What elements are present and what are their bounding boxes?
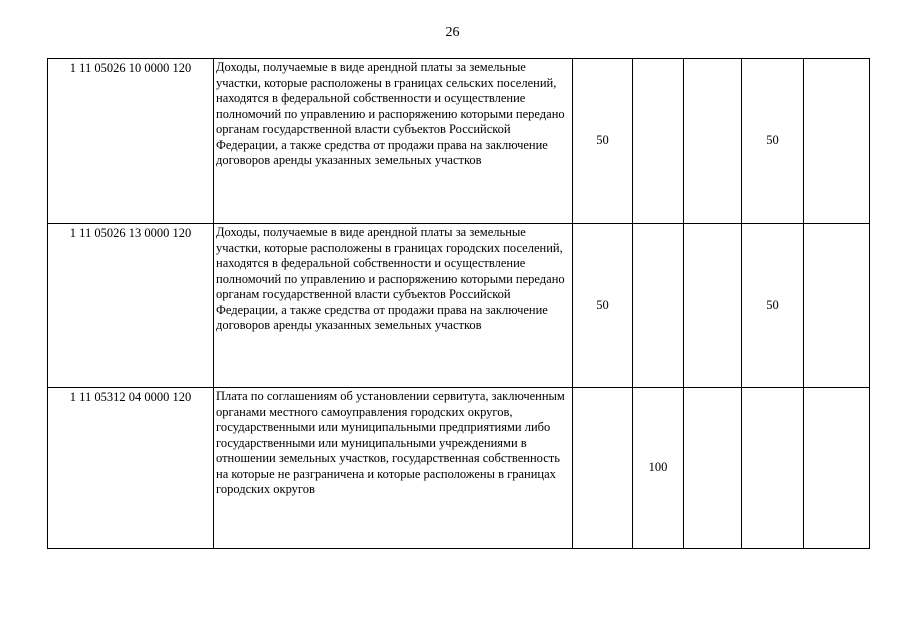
value-cell-col4 xyxy=(633,59,684,224)
budget-code-cell: 1 11 05026 13 0000 120 xyxy=(48,224,214,388)
value-cell-col6 xyxy=(742,388,804,549)
table-row xyxy=(48,388,870,549)
value-cell-col5 xyxy=(684,224,742,388)
revenue-table xyxy=(47,58,870,549)
table-row xyxy=(48,224,870,388)
value-cell-col4: 100 xyxy=(633,388,684,549)
description-cell: Плата по соглашениям об установлении сервитута, заключенным органами местного самоуправления городских округов, государственными или муниципальными предприятиями либо государственными или муниципальными учреждениями в отношении земельных участков, государственная собственность на которые не разграничена и которые расположены в границах городских округов xyxy=(214,388,573,549)
description-cell: Доходы, получаемые в виде арендной платы за земельные участки, которые расположены в границах сельских поселений, находятся в федеральной собственности и осуществление полномочий по управлению и распоряжению которыми передано органам государственной власти субъектов Российской Федерации, а также средства от продажи права на заключение договоров аренды указанных земельных участков xyxy=(214,59,573,224)
page-number: 26 xyxy=(445,25,460,40)
value-cell-col3 xyxy=(573,388,633,549)
budget-code-cell: 1 11 05312 04 0000 120 xyxy=(48,388,214,549)
value-cell-col3: 50 xyxy=(573,224,633,388)
description-cell: Доходы, получаемые в виде арендной платы за земельные участки, которые расположены в границах городских поселений, находятся в федеральной собственности и осуществление полномочий по управлению и распоряжению которыми передано органам государственной власти субъектов Российской Федерации, а также средства от продажи права на заключение договоров аренды указанных земельных участков xyxy=(214,224,573,388)
value-cell-col5 xyxy=(684,388,742,549)
value-cell-col7 xyxy=(804,224,870,388)
value-cell-col6: 50 xyxy=(742,224,804,388)
value-cell-col7 xyxy=(804,59,870,224)
budget-code-cell: 1 11 05026 10 0000 120 xyxy=(48,59,214,224)
value-cell-col3: 50 xyxy=(573,59,633,224)
table-row xyxy=(48,59,870,224)
value-cell-col6: 50 xyxy=(742,59,804,224)
value-cell-col5 xyxy=(684,59,742,224)
value-cell-col7 xyxy=(804,388,870,549)
value-cell-col4 xyxy=(633,224,684,388)
